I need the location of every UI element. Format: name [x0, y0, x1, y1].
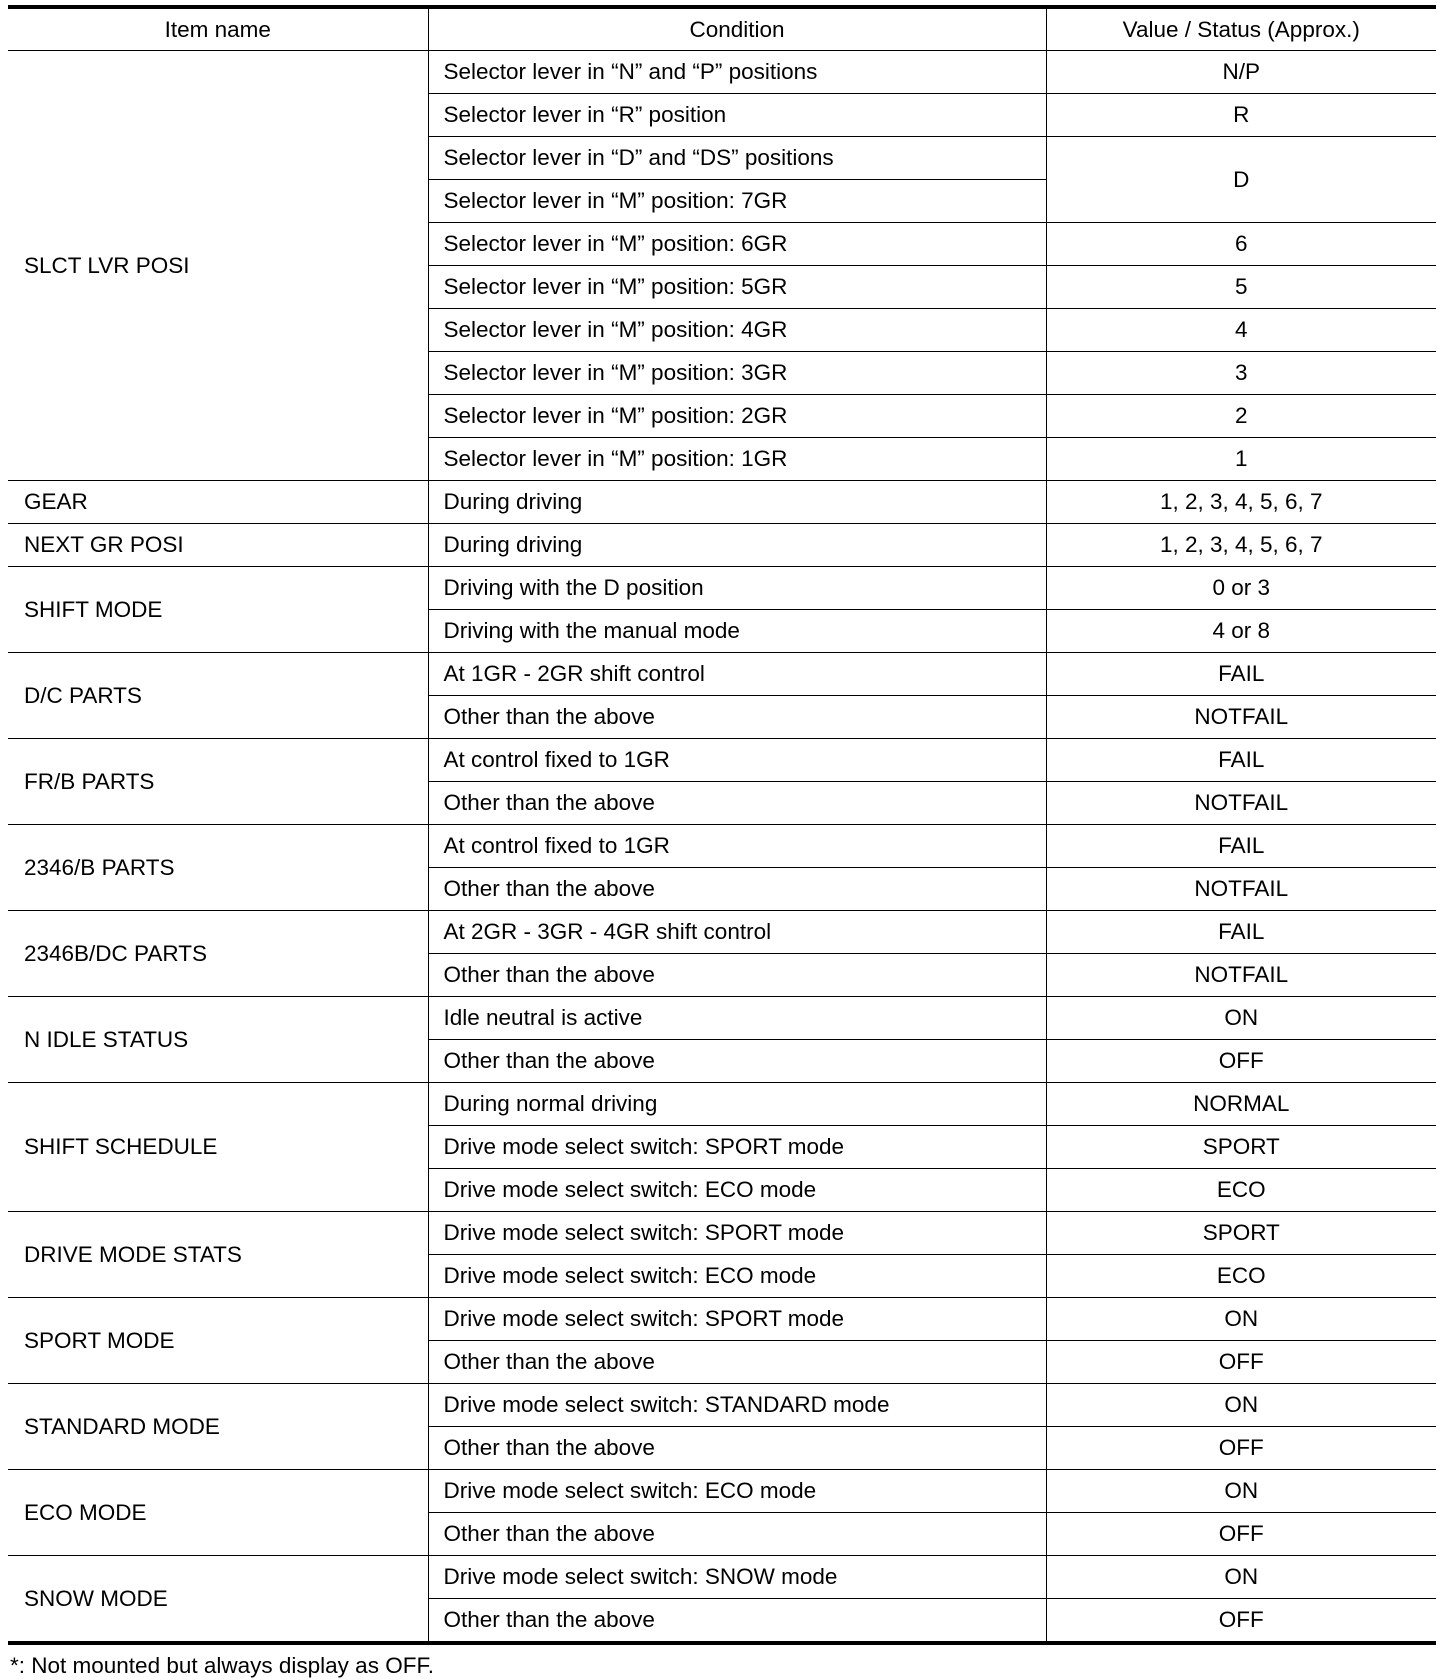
header-item-name: Item name [8, 7, 428, 51]
condition-cell: Drive mode select switch: SPORT mode [428, 1212, 1046, 1255]
value-status-cell: SPORT [1046, 1126, 1436, 1169]
value-status-cell: 2 [1046, 395, 1436, 438]
condition-cell: During driving [428, 524, 1046, 567]
value-status-cell: NOTFAIL [1046, 954, 1436, 997]
condition-cell: Drive mode select switch: SNOW mode [428, 1556, 1046, 1599]
condition-cell: Other than the above [428, 954, 1046, 997]
condition-cell: Selector lever in “M” position: 2GR [428, 395, 1046, 438]
value-status-cell: 4 or 8 [1046, 610, 1436, 653]
condition-cell: Idle neutral is active [428, 997, 1046, 1040]
item-name-cell: STANDARD MODE [8, 1384, 428, 1470]
table-row [8, 1212, 1436, 1255]
item-name-cell: GEAR [8, 481, 428, 524]
value-status-cell: OFF [1046, 1040, 1436, 1083]
value-status-cell: R [1046, 94, 1436, 137]
item-name-cell: 2346B/DC PARTS [8, 911, 428, 997]
item-name-cell: FR/B PARTS [8, 739, 428, 825]
value-status-cell: 3 [1046, 352, 1436, 395]
value-status-cell: OFF [1046, 1341, 1436, 1384]
value-status-cell: NOTFAIL [1046, 782, 1436, 825]
item-name-cell: NEXT GR POSI [8, 524, 428, 567]
table-row [8, 1298, 1436, 1341]
value-status-cell: NOTFAIL [1046, 696, 1436, 739]
header-row [8, 7, 1436, 51]
table-row [8, 1470, 1436, 1513]
condition-cell: Driving with the D position [428, 567, 1046, 610]
value-status-cell: 0 or 3 [1046, 567, 1436, 610]
value-status-cell: ON [1046, 1556, 1436, 1599]
condition-cell: Driving with the manual mode [428, 610, 1046, 653]
value-status-cell: ON [1046, 997, 1436, 1040]
condition-cell: Other than the above [428, 1513, 1046, 1556]
condition-cell: During normal driving [428, 1083, 1046, 1126]
condition-cell: Drive mode select switch: STANDARD mode [428, 1384, 1046, 1427]
table-row [8, 51, 1436, 94]
condition-cell: Drive mode select switch: ECO mode [428, 1169, 1046, 1212]
table-row [8, 997, 1436, 1040]
item-name-cell: SHIFT MODE [8, 567, 428, 653]
value-status-cell: 1 [1046, 438, 1436, 481]
condition-cell: Drive mode select switch: SPORT mode [428, 1126, 1046, 1169]
condition-cell: Selector lever in “D” and “DS” positions [428, 137, 1046, 180]
value-status-cell: D [1046, 137, 1436, 223]
table-row [8, 567, 1436, 610]
condition-cell: At 2GR - 3GR - 4GR shift control [428, 911, 1046, 954]
value-status-cell: 1, 2, 3, 4, 5, 6, 7 [1046, 481, 1436, 524]
item-name-cell: ECO MODE [8, 1470, 428, 1556]
data-monitor-table [8, 5, 1436, 1645]
value-status-cell: 6 [1046, 223, 1436, 266]
condition-cell: At control fixed to 1GR [428, 739, 1046, 782]
value-status-cell: ECO [1046, 1169, 1436, 1212]
table-row [8, 481, 1436, 524]
condition-cell: At 1GR - 2GR shift control [428, 653, 1046, 696]
condition-cell: Other than the above [428, 696, 1046, 739]
condition-cell: Selector lever in “M” position: 4GR [428, 309, 1046, 352]
data-monitor-table-sheet [8, 5, 1436, 1645]
condition-cell: Selector lever in “M” position: 6GR [428, 223, 1046, 266]
value-status-cell: 4 [1046, 309, 1436, 352]
item-name-cell: DRIVE MODE STATS [8, 1212, 428, 1298]
header-value-status: Value / Status (Approx.) [1046, 7, 1436, 51]
table-row [8, 524, 1436, 567]
condition-cell: Other than the above [428, 782, 1046, 825]
condition-cell: At control fixed to 1GR [428, 825, 1046, 868]
value-status-cell: FAIL [1046, 653, 1436, 696]
condition-cell: Drive mode select switch: ECO mode [428, 1255, 1046, 1298]
value-status-cell: ON [1046, 1384, 1436, 1427]
value-status-cell: ECO [1046, 1255, 1436, 1298]
value-status-cell: SPORT [1046, 1212, 1436, 1255]
condition-cell: Other than the above [428, 1341, 1046, 1384]
table-row [8, 1083, 1436, 1126]
value-status-cell: NORMAL [1046, 1083, 1436, 1126]
value-status-cell: OFF [1046, 1513, 1436, 1556]
value-status-cell: FAIL [1046, 911, 1436, 954]
value-status-cell: 5 [1046, 266, 1436, 309]
footnote: *: Not mounted but always display as OFF. [10, 1653, 434, 1678]
item-name-cell: D/C PARTS [8, 653, 428, 739]
table-row [8, 911, 1436, 954]
condition-cell: Drive mode select switch: ECO mode [428, 1470, 1046, 1513]
item-name-cell: SLCT LVR POSI [8, 51, 428, 481]
condition-cell: Other than the above [428, 1427, 1046, 1470]
condition-cell: Selector lever in “N” and “P” positions [428, 51, 1046, 94]
item-name-cell: SPORT MODE [8, 1298, 428, 1384]
condition-cell: Selector lever in “R” position [428, 94, 1046, 137]
value-status-cell: NOTFAIL [1046, 868, 1436, 911]
value-status-cell: FAIL [1046, 825, 1436, 868]
condition-cell: Drive mode select switch: SPORT mode [428, 1298, 1046, 1341]
table-row [8, 653, 1436, 696]
value-status-cell: OFF [1046, 1599, 1436, 1644]
table-row [8, 1556, 1436, 1599]
value-status-cell: ON [1046, 1298, 1436, 1341]
item-name-cell: SHIFT SCHEDULE [8, 1083, 428, 1212]
table-row [8, 1384, 1436, 1427]
value-status-cell: OFF [1046, 1427, 1436, 1470]
table-body [8, 51, 1436, 1644]
table-row [8, 739, 1436, 782]
condition-cell: During driving [428, 481, 1046, 524]
condition-cell: Other than the above [428, 1040, 1046, 1083]
value-status-cell: 1, 2, 3, 4, 5, 6, 7 [1046, 524, 1436, 567]
condition-cell: Other than the above [428, 868, 1046, 911]
value-status-cell: ON [1046, 1470, 1436, 1513]
condition-cell: Other than the above [428, 1599, 1046, 1644]
table-row [8, 825, 1436, 868]
value-status-cell: FAIL [1046, 739, 1436, 782]
condition-cell: Selector lever in “M” position: 3GR [428, 352, 1046, 395]
condition-cell: Selector lever in “M” position: 5GR [428, 266, 1046, 309]
item-name-cell: N IDLE STATUS [8, 997, 428, 1083]
condition-cell: Selector lever in “M” position: 7GR [428, 180, 1046, 223]
item-name-cell: 2346/B PARTS [8, 825, 428, 911]
condition-cell: Selector lever in “M” position: 1GR [428, 438, 1046, 481]
header-condition: Condition [428, 7, 1046, 51]
item-name-cell: SNOW MODE [8, 1556, 428, 1644]
value-status-cell: N/P [1046, 51, 1436, 94]
